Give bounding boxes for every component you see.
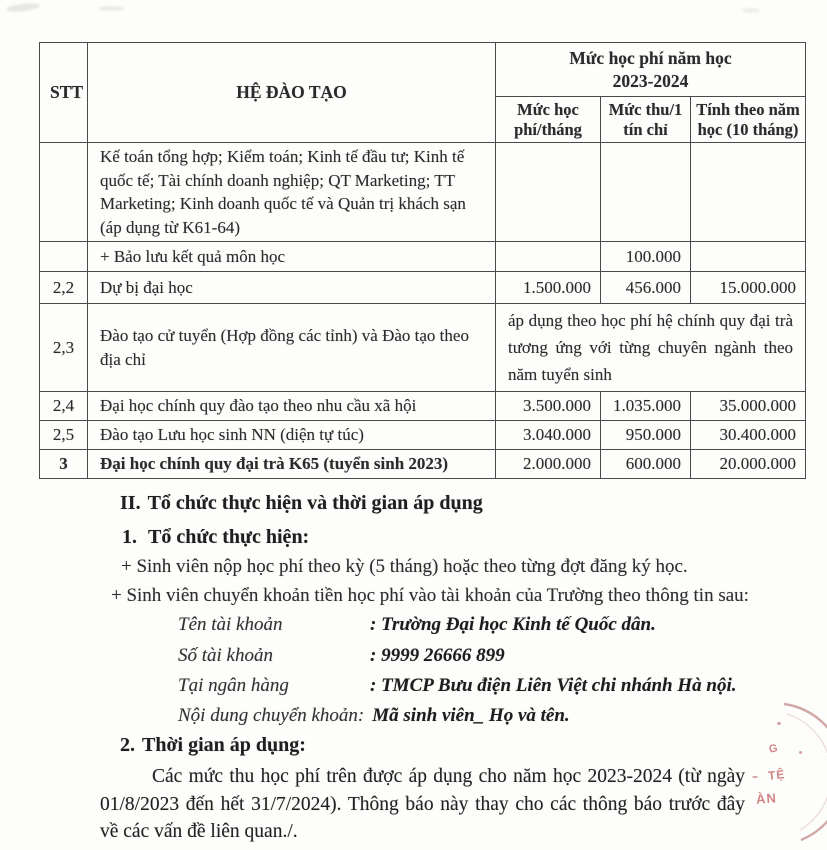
section-heading-text: Tổ chức thực hiện và thời gian áp dụng xyxy=(147,492,483,514)
cell-monthly xyxy=(496,242,601,272)
cell-stt: 2,2 xyxy=(40,272,88,304)
cell-credit: 100.000 xyxy=(601,242,691,272)
stamp-text-fragment: TỆ xyxy=(767,767,787,783)
table-row xyxy=(40,421,806,450)
bullet-bank-transfer: + Sinh viên chuyển khoản tiền học phí vào tài khoản của Trường theo thông tin sau: xyxy=(111,585,749,606)
col-header-fee-group xyxy=(496,43,806,97)
transfer-note-row xyxy=(178,705,570,727)
col-header-program: HỆ ĐÀO TẠO xyxy=(88,43,496,143)
table-row xyxy=(40,304,806,392)
cell-credit: 600.000 xyxy=(601,450,691,479)
bank-account-name-label: Tên tài khoản xyxy=(178,614,283,635)
table-row xyxy=(40,392,806,421)
cell-monthly: 3.500.000 xyxy=(496,392,601,421)
bank-account-name-row xyxy=(178,614,656,636)
cell-yearly xyxy=(691,242,806,272)
cell-yearly: 20.000.000 xyxy=(691,450,806,479)
bank-name-row xyxy=(178,675,736,697)
cell-monthly: 2.000.000 xyxy=(496,450,601,479)
cell-credit xyxy=(601,143,691,242)
cell-monthly xyxy=(496,143,601,242)
col-header-stt: STT xyxy=(40,43,88,143)
paragraph-line: 01/8/2023 đến hết 31/7/2024). Thông báo này thay cho các thông báo trước đây xyxy=(100,793,745,815)
cell-monthly: 1.500.000 xyxy=(496,272,601,304)
bank-name-label: Tại ngân hàng xyxy=(178,675,289,696)
fee-header-line1: Mức học phí năm học xyxy=(569,47,732,68)
subsection-2-heading xyxy=(120,734,306,757)
cell-program: Dự bị đại học xyxy=(88,272,496,304)
table-row xyxy=(40,242,806,272)
stamp-text-fragment: ÀN xyxy=(755,790,778,807)
subsection-1-heading xyxy=(122,526,309,549)
cell-stt xyxy=(40,143,88,242)
cell-stt xyxy=(40,242,88,272)
section-heading xyxy=(120,492,483,515)
paragraph-line: về các vấn đề liên quan./. xyxy=(100,821,298,842)
scan-smudge xyxy=(742,8,760,13)
bullet-pay-by-term: + Sinh viên nộp học phí theo kỳ (5 tháng) hoặc theo từng đợt đăng ký học. xyxy=(121,556,688,577)
cell-credit: 950.000 xyxy=(601,421,691,450)
cell-stt: 2,5 xyxy=(40,421,88,450)
stamp-speck xyxy=(799,751,802,754)
cell-program: Đào tạo Lưu học sinh NN (diện tự túc) xyxy=(88,421,496,450)
subsection-2-number: 2. xyxy=(120,734,135,756)
cell-merged-note: áp dụng theo học phí hệ chính quy đại trà tương ứng với từng chuyên ngành theo năm tuyển sinh xyxy=(496,304,806,392)
bank-name-value: : TMCP Bưu điện Liên Việt chi nhánh Hà nội. xyxy=(370,675,737,696)
cell-monthly: 3.040.000 xyxy=(496,421,601,450)
bank-account-number-row xyxy=(178,645,505,667)
scan-smudge xyxy=(98,6,124,11)
fee-header-line2: 2023-2024 xyxy=(612,70,689,91)
table-row xyxy=(40,143,806,242)
cell-yearly: 30.400.000 xyxy=(691,421,806,450)
red-stamp-arc xyxy=(688,668,827,850)
scan-smudge xyxy=(6,2,41,13)
cell-program: Đại học chính quy đào tạo theo nhu cầu xã hội xyxy=(88,392,496,421)
subsection-1-text: Tổ chức thực hiện: xyxy=(148,526,310,548)
bank-account-number-label: Số tài khoản xyxy=(178,645,273,666)
bank-account-name-value: : Trường Đại học Kinh tế Quốc dân. xyxy=(370,614,656,635)
stamp-text-fragment: G xyxy=(768,742,780,756)
stamp-speck xyxy=(752,776,758,778)
cell-program: + Bảo lưu kết quả môn học xyxy=(88,242,496,272)
bank-account-number-value: : 9999 26666 899 xyxy=(370,645,505,666)
application-period-paragraph xyxy=(100,763,745,846)
cell-yearly: 15.000.000 xyxy=(691,272,806,304)
table-row xyxy=(40,450,806,479)
cell-yearly: 35.000.000 xyxy=(691,392,806,421)
cell-credit: 456.000 xyxy=(601,272,691,304)
paragraph-line: Các mức thu học phí trên được áp dụng cho năm học 2023-2024 (từ ngày xyxy=(152,766,745,787)
cell-program: Đào tạo cử tuyển (Hợp đồng các tỉnh) và Đào tạo theo địa chỉ xyxy=(88,304,496,392)
transfer-note-label: Nội dung chuyển khoản: xyxy=(178,705,365,726)
cell-program: Kế toán tổng hợp; Kiểm toán; Kinh tế đầu tư; Kinh tế quốc tế; Tài chính doanh nghiệp; QT Marketing; TT Marketing; Kinh doanh quốc tế và Quản trị khách sạn (áp dụng từ K61-64) xyxy=(88,143,496,242)
subsection-2-text: Thời gian áp dụng: xyxy=(142,734,306,756)
tuition-fee-table xyxy=(39,42,806,479)
section-heading-number: II. xyxy=(120,492,141,514)
table-header-row-1 xyxy=(40,43,806,97)
cell-stt: 2,3 xyxy=(40,304,88,392)
table-row xyxy=(40,272,806,304)
col-header-per-credit: Mức thu/1 tín chỉ xyxy=(601,97,691,143)
cell-program: Đại học chính quy đại trà K65 (tuyển sinh 2023) xyxy=(88,450,496,479)
cell-credit: 1.035.000 xyxy=(601,392,691,421)
transfer-note-value: Mã sinh viên_ Họ và tên. xyxy=(372,705,570,726)
cell-yearly xyxy=(691,143,806,242)
stamp-speck xyxy=(777,722,781,725)
col-header-monthly-fee: Mức học phí/tháng xyxy=(496,97,601,143)
col-header-per-year: Tính theo năm học (10 tháng) xyxy=(691,97,806,143)
subsection-1-number: 1. xyxy=(122,526,137,548)
cell-stt: 2,4 xyxy=(40,392,88,421)
cell-stt: 3 xyxy=(40,450,88,479)
